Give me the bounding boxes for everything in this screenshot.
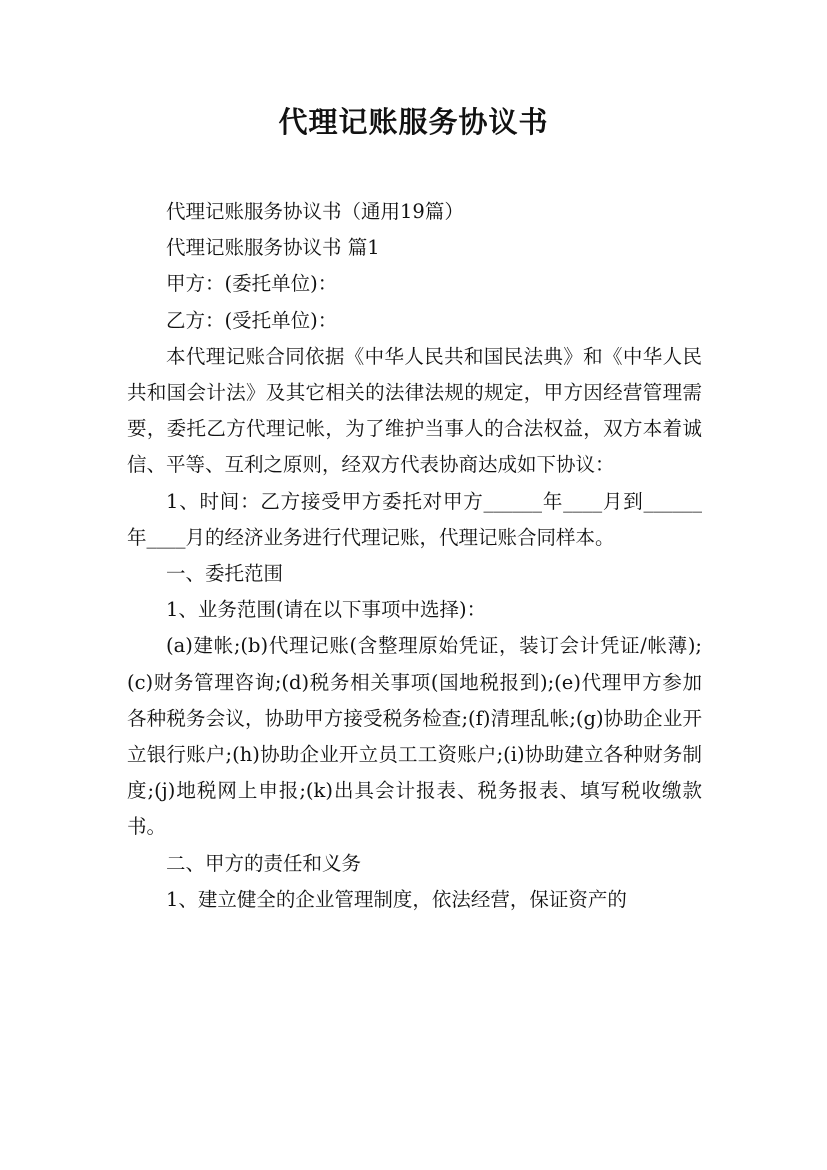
paragraph-party-b: 乙方：(受托单位)：: [166, 308, 338, 332]
paragraph-business-scope: 1、业务范围(请在以下事项中选择)：: [166, 598, 487, 622]
paragraph-scope-items: (a)建帐;(b)代理记账(含整理原始凭证，装订会计凭证/帐薄);(c)财务管理咨询;(d)税务相关事项(国地税报到);(e)代理甲方参加各种税务会议，协助甲方接受税务检查;(f)清理乱帐;(g)协助企业开立银行账户;(h)协助企业开立员工工资账户;(i)协助建立各种财务制度;(j)地税网上申报;(k)出具会计报表、税务报表、填写税收缴款书。: [127, 634, 702, 839]
paragraph-duty-1: 1、建立健全的企业管理制度，依法经营，保证资产的: [166, 887, 627, 911]
document-title: 代理记账服务协议书: [278, 105, 549, 139]
paragraph-heading-party-a-duties: 二、甲方的责任和义务: [166, 851, 362, 875]
paragraph-section-heading: 代理记账服务协议书 篇1: [166, 236, 380, 260]
paragraph-subtitle: 代理记账服务协议书（通用19篇）: [166, 200, 464, 223]
paragraph-party-a: 甲方：(委托单位)：: [166, 272, 338, 296]
document-body: [127, 194, 702, 918]
paragraph-preamble: 本代理记账合同依据《中华人民共和国民法典》和《中华人民共和国会计法》及其它相关的法律法规的规定，甲方因经营管理需要，委托乙方代理记帐，为了维护当事人的合法权益，双方本着诚信、平等、互利之原则，经双方代表协商达成如下协议：: [127, 344, 702, 477]
paragraph-heading-scope: 一、委托范围: [166, 562, 284, 586]
paragraph-term: 1、时间：乙方接受甲方委托对甲方______年____月到______年____月的经济业务进行代理记账，代理记账合同样本。: [127, 489, 702, 549]
